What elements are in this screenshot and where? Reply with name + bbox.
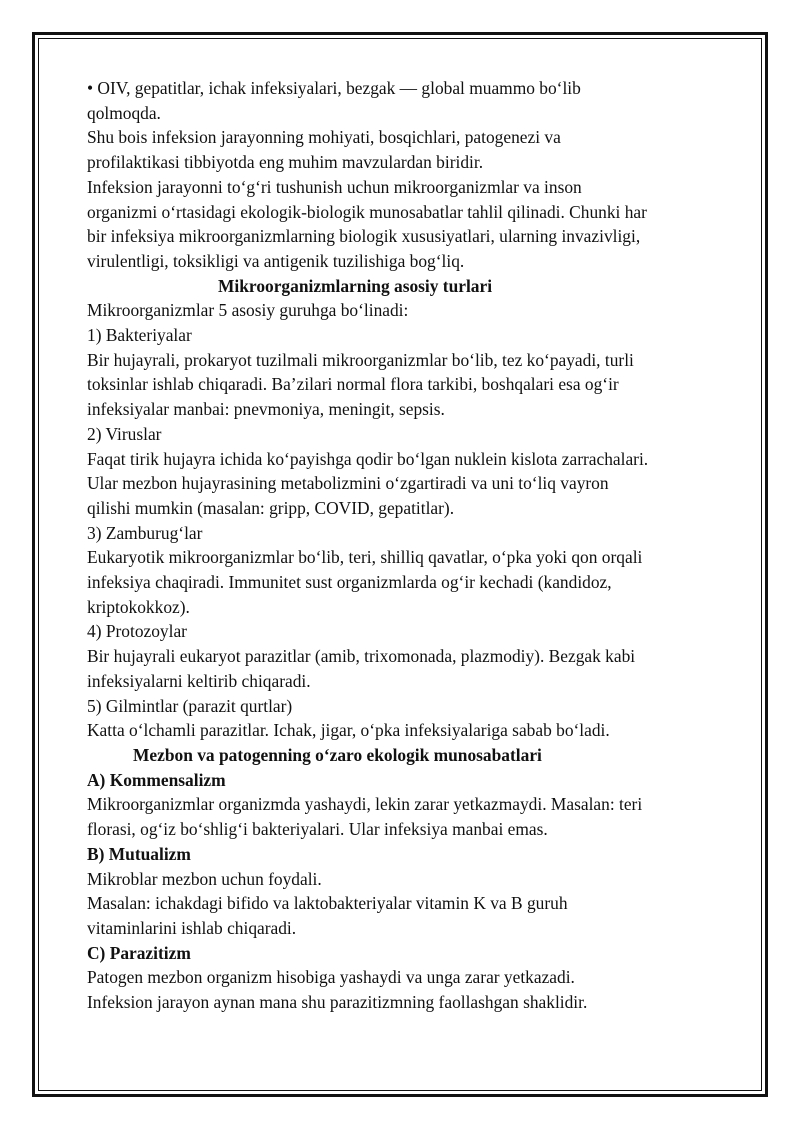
section1-line: Mikroorganizmlar 5 asosiy guruhga bo‘linadi: xyxy=(87,300,409,321)
section1-line: Faqat tirik hujayra ichida ko‘payishga qodir bo‘lgan nuklein kislota zarrachalari. xyxy=(87,448,649,469)
section1-line: Eukaryotik mikroorganizmlar bo‘lib, teri, shilliq qavatlar, o‘pka yoki qon orqali xyxy=(87,547,643,568)
subsection-title-mutualism: B) Mutualizm xyxy=(87,843,191,864)
intro-line: organizmi o‘rtasidagi ekologik-biologik munosabatlar tahlil qilinadi. Chunki har xyxy=(87,201,647,222)
subC-line: Infeksion jarayon aynan mana shu parazitizmning faollashgan shaklidir. xyxy=(87,992,588,1013)
intro-line: profilaktikasi tibbiyotda eng muhim mavzulardan biridir. xyxy=(87,152,484,173)
subC-line: Patogen mezbon organizm hisobiga yashaydi va unga zarar yetkazadi. xyxy=(87,967,575,988)
subB-line: Mikroblar mezbon uchun foydali. xyxy=(87,868,322,889)
document-body xyxy=(87,76,717,1015)
subA-line: florasi, og‘iz bo‘shlig‘i bakteriyalari. Ular infeksiya manbai emas. xyxy=(87,819,548,840)
section-heading-microorganism-types: Mikroorganizmlarning asosiy turlari xyxy=(218,275,493,296)
intro-line: bir infeksiya mikroorganizmlarning biologik xususiyatlari, ularning invazivligi, xyxy=(87,226,641,247)
subsection-title-commensalism: A) Kommensalizm xyxy=(87,769,226,790)
section1-line: toksinlar ishlab chiqaradi. Ba’zilari normal flora tarkibi, boshqalari esa og‘ir xyxy=(87,374,619,395)
section1-line: infeksiyalar manbai: pnevmoniya, meningit, sepsis. xyxy=(87,399,445,420)
section1-line: infeksiyalarni keltirib chiqaradi. xyxy=(87,670,311,691)
section1-line: kriptokokkoz). xyxy=(87,596,190,617)
intro-line: Shu bois infeksion jarayonning mohiyati, bosqichlari, patogenezi va xyxy=(87,127,561,148)
section1-line: 1) Bakteriyalar xyxy=(87,325,192,346)
subA-line: Mikroorganizmlar organizmda yashaydi, lekin zarar yetkazmaydi. Masalan: teri xyxy=(87,794,643,815)
section1-line: Ular mezbon hujayrasining metabolizmini o‘zgartiradi va uni to‘liq vayron xyxy=(87,473,609,494)
section1-line: 5) Gilmintlar (parazit qurtlar) xyxy=(87,695,293,716)
intro-line: • OIV, gepatitlar, ichak infeksiyalari, bezgak — global muammo bo‘lib xyxy=(87,78,581,98)
subsection-title-parasitism: C) Parazitizm xyxy=(87,942,191,963)
intro-line: Infeksion jarayonni to‘g‘ri tushunish uchun mikroorganizmlar va inson xyxy=(87,176,582,197)
section1-line: infeksiya chaqiradi. Immunitet sust organizmlarda og‘ir kechadi (kandidoz, xyxy=(87,572,612,593)
section1-line: Bir hujayrali eukaryot parazitlar (amib, trixomonada, plazmodiy). Bezgak kabi xyxy=(87,646,636,667)
section1-line: 4) Protozoylar xyxy=(87,621,187,642)
subB-line: Masalan: ichakdagi bifido va laktobakteriyalar vitamin K va B guruh xyxy=(87,893,568,914)
section1-line: Katta o‘lchamli parazitlar. Ichak, jigar, o‘pka infeksiyalariga sabab bo‘ladi. xyxy=(87,720,610,741)
section1-line: qilishi mumkin (masalan: gripp, COVID, gepatitlar). xyxy=(87,497,455,518)
section1-line: 2) Viruslar xyxy=(87,423,162,444)
section1-line: 3) Zamburug‘lar xyxy=(87,522,203,543)
intro-line: qolmoqda. xyxy=(87,102,161,123)
section1-line: Bir hujayrali, prokaryot tuzilmali mikroorganizmlar bo‘lib, tez ko‘payadi, turli xyxy=(87,349,634,370)
section-heading-host-pathogen: Mezbon va patogenning o‘zaro ekologik munosabatlari xyxy=(133,744,542,765)
intro-line: virulentligi, toksikligi va antigenik tuzilishiga bog‘liq. xyxy=(87,250,465,271)
subB-line: vitaminlarini ishlab chiqaradi. xyxy=(87,917,297,938)
